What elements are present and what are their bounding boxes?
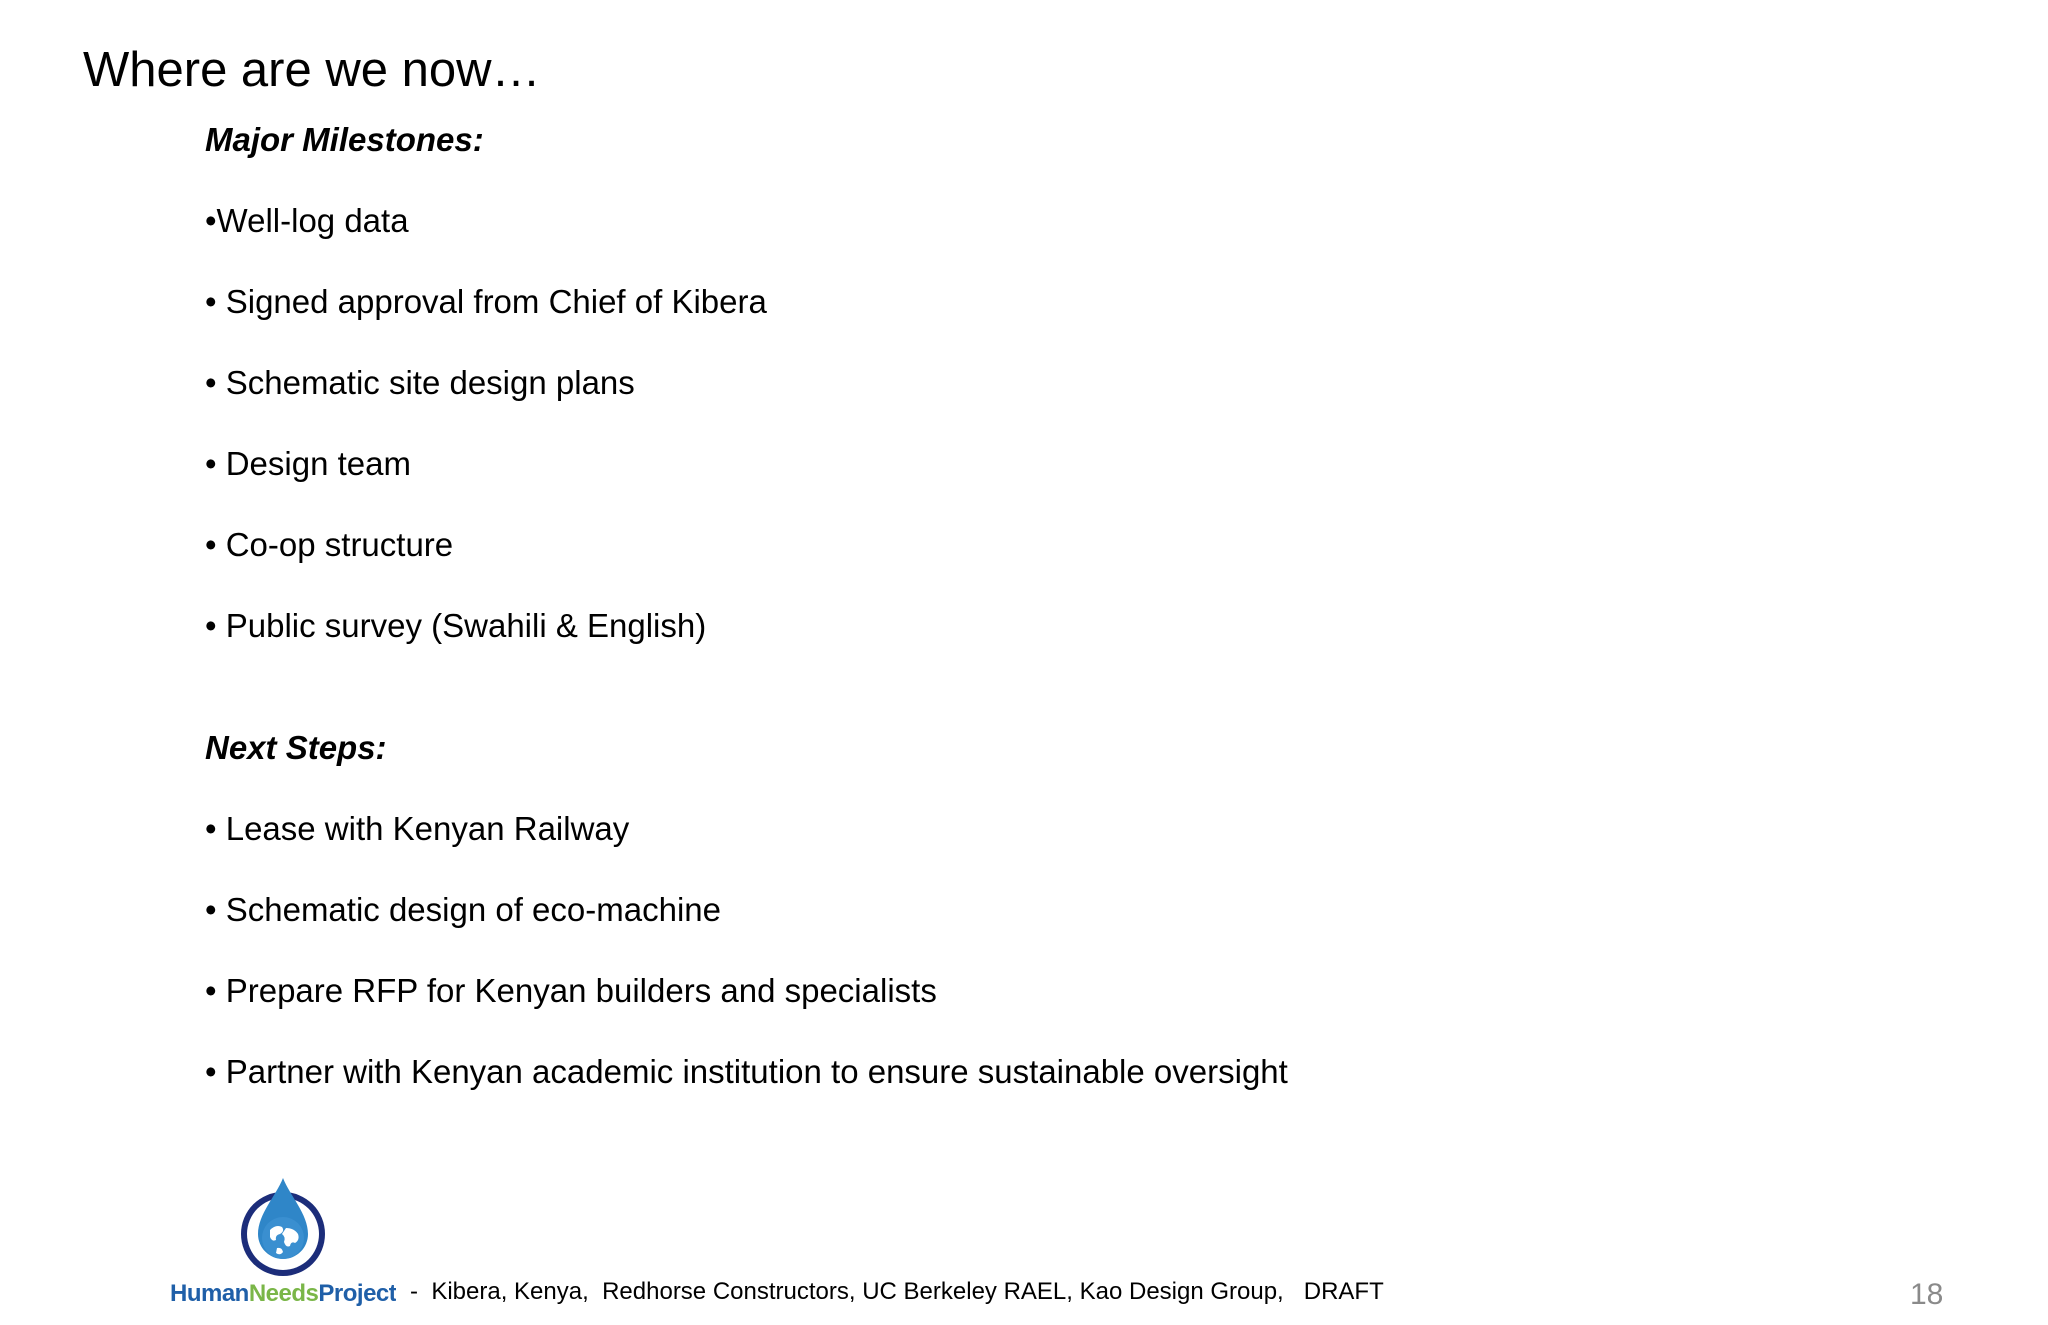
next-steps-heading: Next Steps:: [205, 729, 387, 766]
page-number: 18: [1910, 1278, 1944, 1311]
milestone-item: • Signed approval from Chief of Kibera: [205, 283, 767, 320]
milestone-item: • Public survey (Swahili & English): [205, 607, 707, 644]
water-drop-globe-icon: [166, 1168, 396, 1308]
human-needs-project-logo: [166, 1168, 396, 1308]
logo-word-human: Human: [170, 1280, 249, 1307]
next-step-item: • Lease with Kenyan Railway: [205, 810, 630, 847]
svg-text:HumanNeedsProject: [170, 1280, 396, 1307]
milestone-item: • Design team: [205, 445, 411, 482]
milestone-item: • Co-op structure: [205, 526, 454, 563]
next-step-item: • Prepare RFP for Kenyan builders and specialists: [205, 972, 937, 1009]
logo-word-needs: Needs: [248, 1280, 319, 1307]
slide-title: Where are we now…: [83, 43, 541, 97]
footer-credits: - Kibera, Kenya, Redhorse Constructors, UC Berkeley RAEL, Kao Design Group, DRAFT: [410, 1278, 1384, 1305]
logo-word-project: Project: [318, 1280, 396, 1307]
next-step-item: • Partner with Kenyan academic institution to ensure sustainable oversight: [205, 1053, 1288, 1090]
milestone-item: • Schematic site design plans: [205, 364, 635, 401]
next-step-item: • Schematic design of eco-machine: [205, 891, 721, 928]
milestones-heading: Major Milestones:: [205, 121, 484, 158]
milestone-item: •Well-log data: [205, 202, 409, 239]
